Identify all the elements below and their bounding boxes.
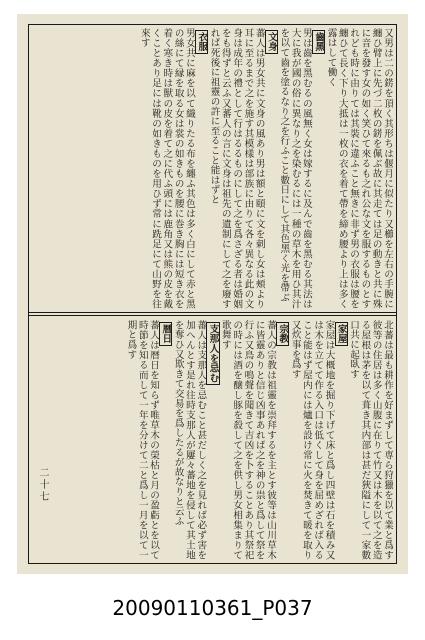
heading-religion: 宗教 [277,324,289,344]
lower-paragraph-2: 家屋は大概地を掘り下げて床と爲し四壁は石を積み又は木を立てて作る入口は低くして身を屈めざれば入ること能はず屋内には爐を設け常に火を焚きて暖を取り又炊事を爲す [289,320,335,560]
page-folio: 二十七 [37,467,48,503]
heading-houses: 家屋 [335,324,347,344]
image-caption: 20090110361_P037 [112,596,313,620]
scanned-page [17,14,408,574]
upper-text-block [29,25,396,312]
lower-text-block [29,317,396,563]
lower-paragraph-4: 蕃人は支那人を忌むこと甚だしく之を見れば必ず害を加へんとす是れ往時支那人が屢々蕃地を侵して其土地を奪ひ又欺きて交易を爲したるが故なりと云ふ [172,320,207,560]
heading-clothing: 衣服 [196,32,208,52]
heading-teeth-blackening: 齒黑 [313,32,325,52]
lower-paragraph-5: 蕃人は暦日を知らず唯草木の榮枯と月の盈虧とを以て時節を知る而して一年を分けて二と爲し一月を以て一期と爲す [125,320,160,560]
upper-paragraph-2: 男は齒を黑むるの風無く女は嫁するに及んで齒を黑むる其法は大に我が國の俗に異なり之を染むるには一種の草木を用ひ其汁を以て齒を塗るなり之を行ふこと數日にして其色黑く光を帶ぶ [278,28,312,309]
upper-paragraph-1: 又男は二の錺を頂く其形ちは偃月に似たり又櫛を左右の手腕に纏ひ臂上に先づ二枚の錺を佩ぶ故に其走ては足の動きと共に殊に音を發す女の如く笑ひて來るも之れ公な文を服するものとすれども時に由りては其裝に違ふこと無きに非ず男の衣服は腰を纏ひて長く下り大抵は一枚の衣を着て帶を締め腰より上は多く露はして働く [325,28,393,309]
heading-tattoo: 文身 [266,32,278,52]
heading-calendar: 暦日 [160,324,172,344]
upper-paragraph-3: 蕃人は男女共に文身の風あり男は額と頤に文を刺し女は頰より耳に至るまで之を施す其模樣は部族に由りて各々異なる此の文身は成年の禮として行はるるものにして之を爲さざる者は婚姻をも得ずと云ふ又蕃人の言に文身は祖先の遺制にして之を廢すれば死後に祖靈の許に至ること能はずと [208,28,265,309]
lower-paragraph-3: 蕃人の宗教は祖靈を崇拜するを主とす彼等は山川草木に皆靈ありと信じ凶事あれば之を神の祟と爲して祭を行ふ又鳥の鳴聲を聞きて吉凶を卜することあり其祭祀の時には酒を醸し豚を殺して之を供し男女相集まりて歌舞す [219,320,277,560]
heading-avoid-chinese: 支那人を忌む [207,324,219,383]
lower-paragraph-1: 北蕃は最も耕作を好まずして専ら狩獵を以て業と爲す彼等の住居は多く山腹に在りて竹又は木を以て之を造る屋根は茅を以て葺き其内部は甚だ狹隘にして一家數口共に起臥す [348,320,393,560]
section-divider [29,312,396,316]
upper-paragraph-4: 男女共に麻を以て織りたる布を纏ふ其色は多く白にして赤と黑の絲にて縁を取る女は裳の如きものを腰に巻き胸には短き衣を着く寒き時は獸の皮を着て之に代ふ頭には鹿角又は熊の皮を戴くことあり足には靴の如きものを用ひず常に跣足にて山野を往來す [138,28,195,309]
page-frame [28,24,397,564]
